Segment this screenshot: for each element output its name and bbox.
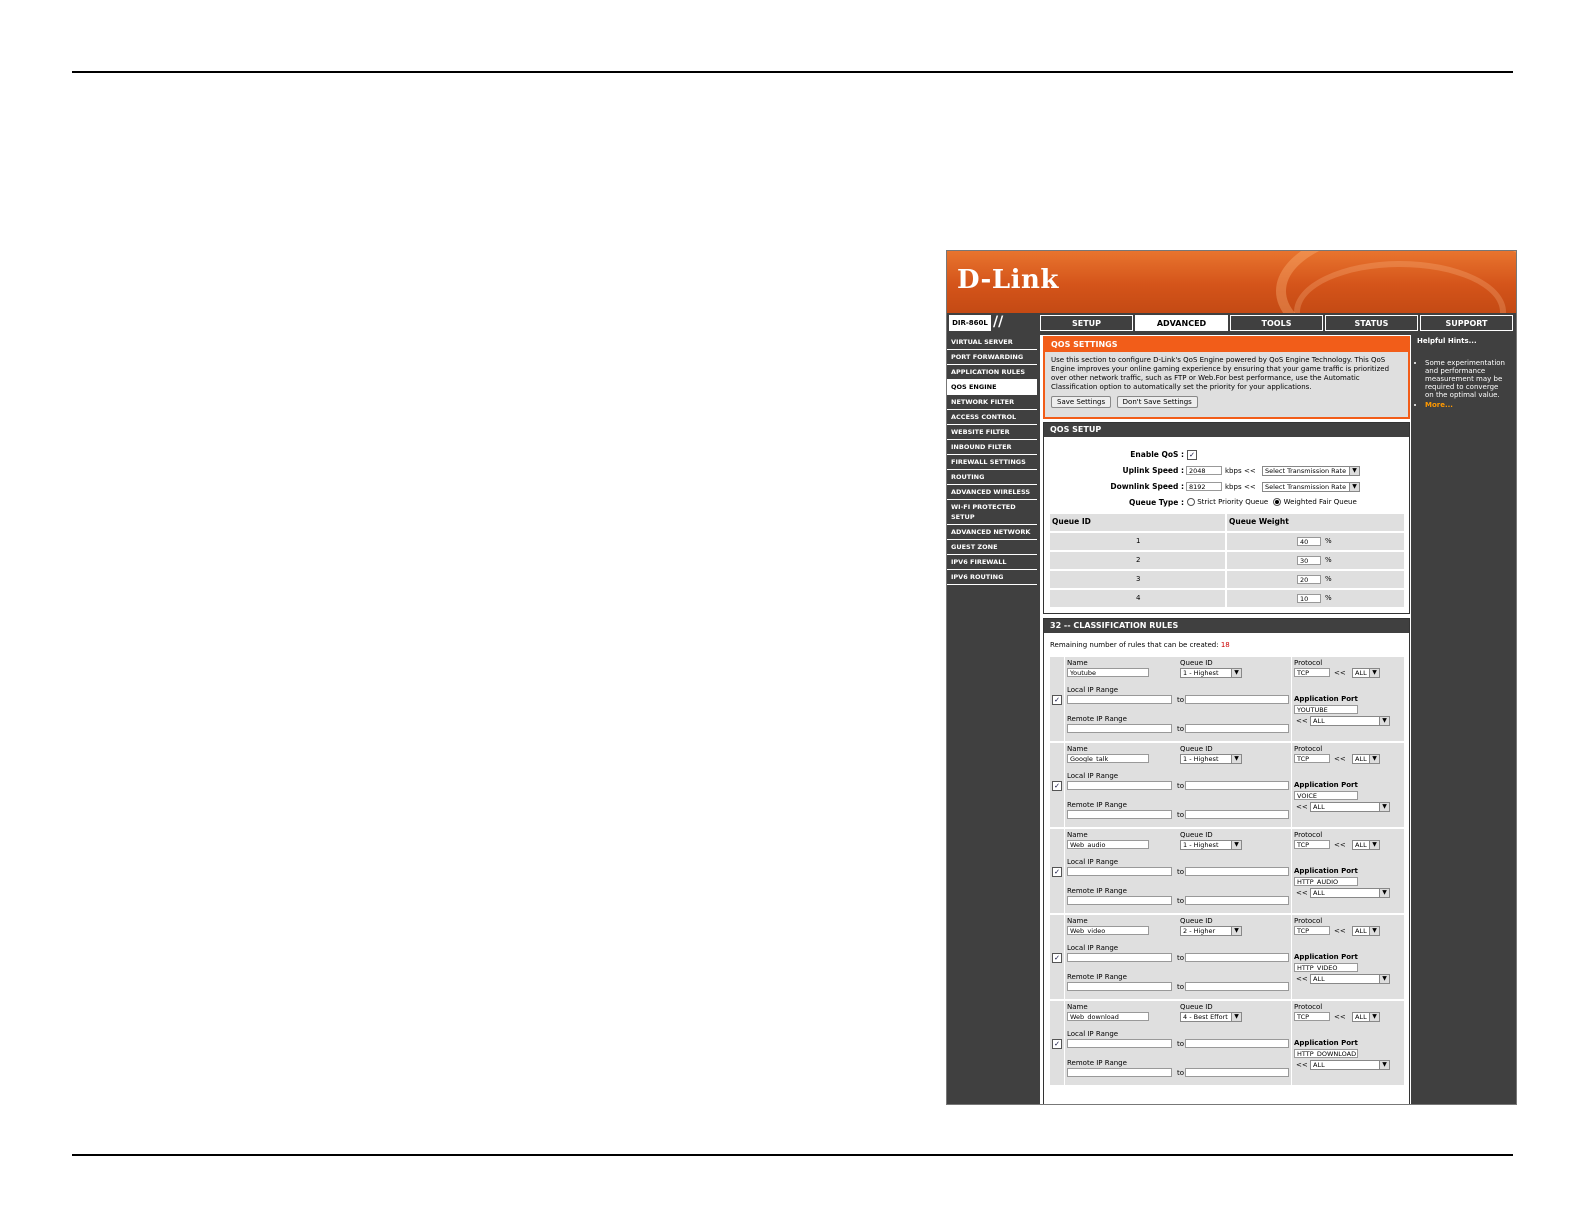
protocol-arrows: << [1334, 755, 1346, 763]
chevron-down-icon: ▼ [1379, 717, 1389, 725]
remote-ip-label: Remote IP Range [1067, 715, 1127, 723]
downlink-arrows: << [1244, 483, 1256, 491]
sidebar-item-ipv6-firewall[interactable]: IPV6 FIREWALL [947, 555, 1037, 570]
local-ip-end-input[interactable] [1185, 781, 1289, 790]
app-port-select[interactable]: ALL ▼ [1310, 802, 1390, 812]
protocol-select[interactable]: ALL ▼ [1352, 1012, 1380, 1022]
sidebar-item-guest-zone[interactable]: GUEST ZONE [947, 540, 1037, 555]
banner [947, 251, 1516, 313]
queue-row [1050, 533, 1404, 550]
percent-sign: % [1325, 537, 1332, 545]
local-ip-start-input[interactable] [1067, 867, 1172, 876]
protocol-select[interactable]: ALL ▼ [1352, 668, 1380, 678]
classification-rule [1050, 829, 1404, 913]
dlink-logo: D-Link [957, 265, 1059, 295]
remote-ip-start-input[interactable] [1067, 896, 1172, 905]
sidebar-item-routing[interactable]: ROUTING [947, 470, 1037, 485]
rule-queue-label: Queue ID [1180, 831, 1213, 839]
app-port-select[interactable]: ALL ▼ [1310, 888, 1390, 898]
router-screenshot [946, 250, 1517, 1105]
local-ip-start-input[interactable] [1067, 695, 1172, 704]
protocol-label: Protocol [1294, 831, 1323, 839]
app-port-arrows: << [1296, 1061, 1308, 1069]
classification-rule [1050, 743, 1404, 827]
model-label: DIR-860L [949, 315, 991, 331]
downlink-rate-select[interactable]: Select Transmission Rate ▼ [1262, 482, 1360, 492]
remote-ip-end-input[interactable] [1185, 896, 1289, 905]
local-ip-label: Local IP Range [1067, 858, 1119, 866]
to-label: to [1177, 897, 1185, 905]
remote-ip-start-input[interactable] [1067, 810, 1172, 819]
hints-title: Helpful Hints... [1417, 337, 1477, 345]
protocol-select[interactable]: ALL ▼ [1352, 840, 1380, 850]
dont-save-settings-button[interactable]: Don't Save Settings [1117, 396, 1198, 408]
classification-rule [1050, 915, 1404, 999]
remaining-label: Remaining number of rules that can be created: [1050, 641, 1219, 649]
protocol-arrows: << [1334, 927, 1346, 935]
remote-ip-label: Remote IP Range [1067, 1059, 1127, 1067]
percent-sign: % [1325, 594, 1332, 602]
remote-ip-start-input[interactable] [1067, 1068, 1172, 1077]
rule-name-input[interactable]: Youtube [1067, 668, 1149, 677]
tab-advanced[interactable]: ADVANCED [1135, 315, 1228, 331]
qos-setup-panel [1043, 422, 1410, 614]
sidebar-item-advanced-network[interactable]: ADVANCED NETWORK [947, 525, 1037, 540]
chevron-down-icon: ▼ [1231, 927, 1241, 935]
app-port-input[interactable]: HTTP_VIDEO [1294, 963, 1358, 972]
downlink-speed-label: Downlink Speed : [1110, 482, 1184, 491]
sidebar-item-network-filter[interactable]: NETWORK FILTER [947, 395, 1037, 410]
rule-name-label: Name [1067, 1003, 1088, 1011]
percent-sign: % [1325, 575, 1332, 583]
chevron-down-icon: ▼ [1231, 669, 1241, 677]
rule-name-input[interactable]: Web_download [1067, 1012, 1149, 1021]
rule-queue-select[interactable]: 1 - Highest ▼ [1180, 668, 1242, 678]
enable-qos-checkbox[interactable]: ✓ [1187, 450, 1197, 460]
local-ip-end-input[interactable] [1185, 695, 1289, 704]
uplink-unit: kbps [1225, 467, 1242, 475]
classification-rule [1050, 657, 1404, 741]
top-nav [947, 313, 1516, 333]
classification-rule [1050, 1001, 1404, 1085]
local-ip-end-input[interactable] [1185, 1039, 1289, 1048]
top-rule [72, 71, 1513, 73]
protocol-arrows: << [1334, 1013, 1346, 1021]
remote-ip-start-input[interactable] [1067, 724, 1172, 733]
uplink-speed-input[interactable]: 2048 [1186, 466, 1222, 475]
sidebar-item-website-filter[interactable]: WEBSITE FILTER [947, 425, 1037, 440]
protocol-label: Protocol [1294, 659, 1323, 667]
protocol-arrows: << [1334, 841, 1346, 849]
sidebar-item-qos-engine[interactable]: QOS ENGINE [947, 380, 1037, 395]
uplink-rate-select[interactable]: Select Transmission Rate ▼ [1262, 466, 1360, 476]
qos-settings-title: QOS SETTINGS [1045, 338, 1408, 352]
queue-row [1050, 571, 1404, 588]
chevron-down-icon: ▼ [1231, 1013, 1241, 1021]
remaining-value: 18 [1220, 641, 1230, 649]
rule-enable-checkbox[interactable]: ✓ [1052, 1039, 1062, 1049]
strict-priority-radio[interactable] [1187, 498, 1195, 506]
protocol-label: Protocol [1294, 745, 1323, 753]
rule-enable-checkbox[interactable]: ✓ [1052, 781, 1062, 791]
queue-id: 1 [1136, 537, 1141, 545]
downlink-speed-input[interactable]: 8192 [1186, 482, 1222, 491]
protocol-input[interactable]: TCP [1294, 840, 1330, 849]
chevron-down-icon: ▼ [1369, 927, 1379, 935]
rule-enable-checkbox[interactable]: ✓ [1052, 695, 1062, 705]
to-label: to [1177, 696, 1185, 704]
to-label: to [1177, 811, 1185, 819]
chevron-down-icon: ▼ [1369, 841, 1379, 849]
slashes-decoration: // [993, 314, 1004, 330]
hint-text: • Some experimentation and performance measurement may be required to converge on the optimal value. [1425, 359, 1508, 399]
protocol-label: Protocol [1294, 1003, 1323, 1011]
local-ip-label: Local IP Range [1067, 686, 1119, 694]
remote-ip-end-input[interactable] [1185, 810, 1289, 819]
local-ip-end-input[interactable] [1185, 867, 1289, 876]
save-settings-button[interactable]: Save Settings [1051, 396, 1111, 408]
app-port-label: Application Port [1294, 953, 1358, 961]
tab-status[interactable]: STATUS [1325, 315, 1418, 331]
remote-ip-label: Remote IP Range [1067, 973, 1127, 981]
sidebar [947, 335, 1037, 585]
rule-enable-checkbox[interactable]: ✓ [1052, 953, 1062, 963]
remote-ip-end-input[interactable] [1185, 982, 1289, 991]
app-port-select[interactable]: ALL ▼ [1310, 974, 1390, 984]
queue-type-label: Queue Type : [1128, 498, 1184, 507]
queue-weight-header: Queue Weight [1229, 517, 1289, 526]
rule-enable-checkbox[interactable]: ✓ [1052, 867, 1062, 877]
app-port-select[interactable]: ALL ▼ [1310, 716, 1390, 726]
sidebar-item-inbound-filter[interactable]: INBOUND FILTER [947, 440, 1037, 455]
queue-id: 4 [1136, 594, 1141, 602]
local-ip-label: Local IP Range [1067, 772, 1119, 780]
remote-ip-label: Remote IP Range [1067, 887, 1127, 895]
chevron-down-icon: ▼ [1379, 1061, 1389, 1069]
rule-name-label: Name [1067, 917, 1088, 925]
more-link[interactable]: More... [1425, 401, 1453, 409]
local-ip-start-input[interactable] [1067, 1039, 1172, 1048]
protocol-input[interactable]: TCP [1294, 926, 1330, 935]
remote-ip-end-input[interactable] [1185, 1068, 1289, 1077]
remote-ip-label: Remote IP Range [1067, 801, 1127, 809]
helpful-hints [1415, 335, 1510, 1105]
to-label: to [1177, 782, 1185, 790]
rule-name-input[interactable]: Web_audio [1067, 840, 1149, 849]
rule-name-label: Name [1067, 745, 1088, 753]
to-label: to [1177, 983, 1185, 991]
app-port-arrows: << [1296, 889, 1308, 897]
local-ip-start-input[interactable] [1067, 953, 1172, 962]
queue-id: 2 [1136, 556, 1141, 564]
sidebar-item-advanced-wireless[interactable]: ADVANCED WIRELESS [947, 485, 1037, 500]
rule-queue-select[interactable]: 2 - Higher ▼ [1180, 926, 1242, 936]
sidebar-item-wifi-protected-setup[interactable]: WI-FI PROTECTED SETUP [947, 500, 1037, 525]
weighted-fair-label: Weighted Fair Queue [1283, 498, 1357, 506]
rule-name-input[interactable]: Web_video [1067, 926, 1149, 935]
enable-qos-label: Enable QoS : [1130, 450, 1184, 459]
remote-ip-end-input[interactable] [1185, 724, 1289, 733]
chevron-down-icon: ▼ [1231, 841, 1241, 849]
sidebar-item-port-forwarding[interactable]: PORT FORWARDING [947, 350, 1037, 365]
queue-id-header: Queue ID [1052, 517, 1091, 526]
app-port-arrows: << [1296, 975, 1308, 983]
main-content [1040, 335, 1411, 1105]
protocol-label: Protocol [1294, 917, 1323, 925]
queue-weight-input[interactable]: 20 [1297, 575, 1321, 584]
app-port-label: Application Port [1294, 781, 1358, 789]
to-label: to [1177, 1069, 1185, 1077]
sidebar-item-access-control[interactable]: ACCESS CONTROL [947, 410, 1037, 425]
rule-queue-select[interactable]: 4 - Best Effort ▼ [1180, 1012, 1242, 1022]
protocol-arrows: << [1334, 669, 1346, 677]
sidebar-item-virtual-server[interactable]: VIRTUAL SERVER [947, 335, 1037, 350]
local-ip-label: Local IP Range [1067, 944, 1119, 952]
to-label: to [1177, 1040, 1185, 1048]
queue-row [1050, 590, 1404, 607]
chevron-down-icon: ▼ [1231, 755, 1241, 763]
qos-setup-title: QOS SETUP [1044, 423, 1409, 437]
chevron-down-icon: ▼ [1349, 483, 1359, 491]
sidebar-item-application-rules[interactable]: APPLICATION RULES [947, 365, 1037, 380]
remaining-rules [1050, 641, 1230, 649]
qos-settings-panel [1043, 336, 1410, 419]
rule-queue-label: Queue ID [1180, 1003, 1213, 1011]
chevron-down-icon: ▼ [1369, 1013, 1379, 1021]
qos-settings-description: Use this section to configure D-Link's QoS Engine powered by QoS Engine Technology. This QoS Engine improves your online gaming experience by ensuring that your game traffic is prioritized over other network traffic, such as FTP or Web.For best performance, use the Automatic Classification option to automatically set the priority for your applications. [1051, 356, 1390, 391]
chevron-down-icon: ▼ [1369, 755, 1379, 763]
remote-ip-start-input[interactable] [1067, 982, 1172, 991]
to-label: to [1177, 868, 1185, 876]
classification-rules-panel [1043, 618, 1410, 1105]
to-label: to [1177, 725, 1185, 733]
protocol-input[interactable]: TCP [1294, 1012, 1330, 1021]
app-port-input[interactable]: HTTP_AUDIO [1294, 877, 1358, 886]
rule-queue-select[interactable]: 1 - Highest ▼ [1180, 840, 1242, 850]
queue-table-header [1050, 514, 1404, 531]
rule-name-input[interactable]: Google_talk [1067, 754, 1149, 763]
to-label: to [1177, 954, 1185, 962]
tab-support[interactable]: SUPPORT [1420, 315, 1513, 331]
chevron-down-icon: ▼ [1379, 975, 1389, 983]
local-ip-label: Local IP Range [1067, 1030, 1119, 1038]
app-port-arrows: << [1296, 717, 1308, 725]
local-ip-end-input[interactable] [1185, 953, 1289, 962]
app-port-label: Application Port [1294, 695, 1358, 703]
app-port-input[interactable]: HTTP_DOWNLOAD [1294, 1049, 1358, 1058]
queue-weight-input[interactable]: 40 [1297, 537, 1321, 546]
rule-queue-select[interactable]: 1 - Highest ▼ [1180, 754, 1242, 764]
app-port-arrows: << [1296, 803, 1308, 811]
queue-type-options [1187, 498, 1357, 506]
chevron-down-icon: ▼ [1379, 889, 1389, 897]
chevron-down-icon: ▼ [1379, 803, 1389, 811]
queue-weight-input[interactable]: 30 [1297, 556, 1321, 565]
rule-name-label: Name [1067, 659, 1088, 667]
app-port-label: Application Port [1294, 1039, 1358, 1047]
protocol-select[interactable]: ALL ▼ [1352, 926, 1380, 936]
uplink-arrows: << [1244, 467, 1256, 475]
queue-weight-input[interactable]: 10 [1297, 594, 1321, 603]
bottom-rule [72, 1154, 1513, 1156]
classification-title: 32 -- CLASSIFICATION RULES [1044, 619, 1409, 633]
protocol-select[interactable]: ALL ▼ [1352, 754, 1380, 764]
tab-setup[interactable]: SETUP [1040, 315, 1133, 331]
local-ip-start-input[interactable] [1067, 781, 1172, 790]
tab-tools[interactable]: TOOLS [1230, 315, 1323, 331]
sidebar-item-firewall-settings[interactable]: FIREWALL SETTINGS [947, 455, 1037, 470]
rule-queue-label: Queue ID [1180, 917, 1213, 925]
app-port-label: Application Port [1294, 867, 1358, 875]
chevron-down-icon: ▼ [1369, 669, 1379, 677]
downlink-unit: kbps [1225, 483, 1242, 491]
app-port-input[interactable]: YOUTUBE [1294, 705, 1358, 714]
rule-queue-label: Queue ID [1180, 745, 1213, 753]
chevron-down-icon: ▼ [1349, 467, 1359, 475]
sidebar-item-ipv6-routing[interactable]: IPV6 ROUTING [947, 570, 1037, 585]
percent-sign: % [1325, 556, 1332, 564]
app-port-select[interactable]: ALL ▼ [1310, 1060, 1390, 1070]
strict-priority-label: Strict Priority Queue [1197, 498, 1269, 506]
rule-name-label: Name [1067, 831, 1088, 839]
weighted-fair-radio[interactable] [1273, 498, 1281, 506]
queue-id: 3 [1136, 575, 1141, 583]
protocol-input[interactable]: TCP [1294, 754, 1330, 763]
queue-row [1050, 552, 1404, 569]
rule-queue-label: Queue ID [1180, 659, 1213, 667]
protocol-input[interactable]: TCP [1294, 668, 1330, 677]
app-port-input[interactable]: VOICE [1294, 791, 1358, 800]
uplink-speed-label: Uplink Speed : [1122, 466, 1184, 475]
